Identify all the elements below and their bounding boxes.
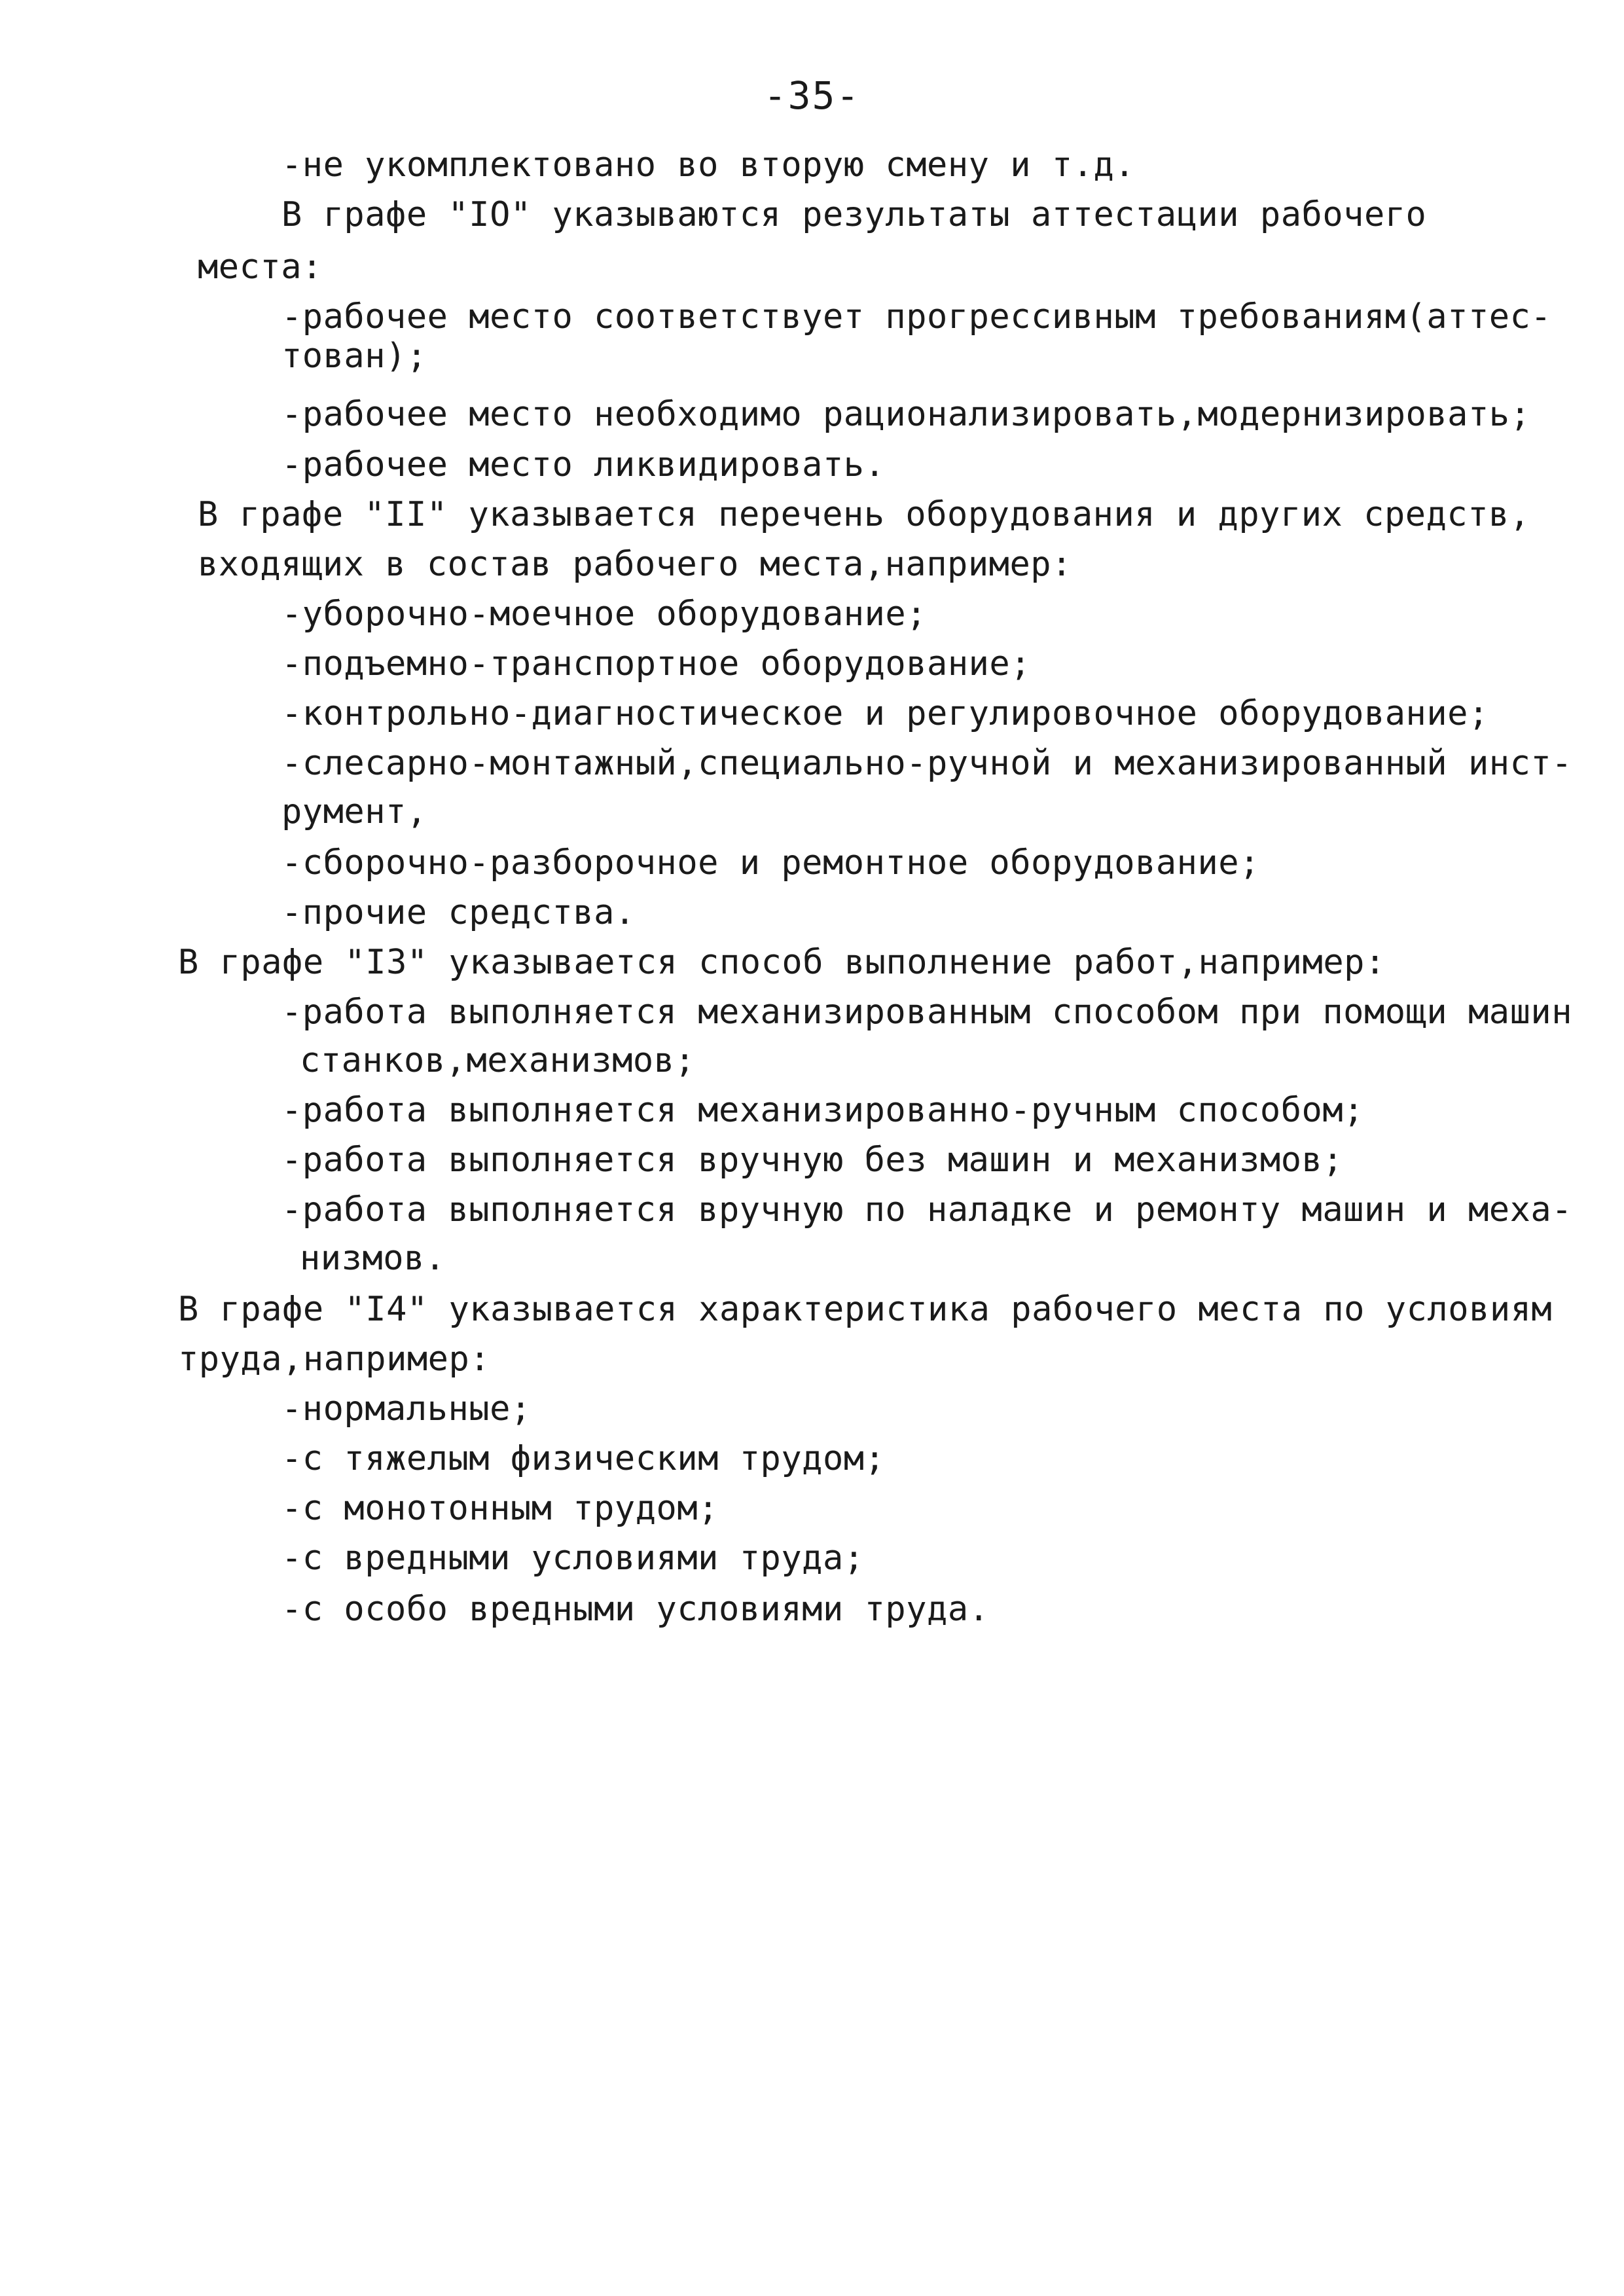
text-line: -работа выполняется механизированным способом при помощи машин: [281, 993, 1573, 1032]
text-line: -работа выполняется вручную по наладке и ремонту машин и меха-: [281, 1190, 1573, 1230]
text-line: -слесарно-монтажный,специально-ручной и механизированный инст-: [281, 744, 1573, 783]
text-line: входящих в состав рабочего места,например:: [198, 545, 1072, 584]
text-line: -сборочно-разборочное и ремонтное оборудование;: [281, 843, 1260, 883]
text-line: низмов.: [300, 1239, 446, 1278]
text-line: -с тяжелым физическим трудом;: [281, 1439, 886, 1478]
text-line: -прочие средства.: [281, 893, 636, 932]
page-number: -35-: [763, 73, 861, 118]
text-line: -с монотонным трудом;: [281, 1489, 719, 1528]
text-line: В графе "I4" указывается характеристика рабочего места по условиям: [178, 1290, 1553, 1329]
text-line: -работа выполняется механизированно-ручным способом;: [281, 1091, 1364, 1130]
text-line: -рабочее место соответствует прогрессивным требованиям(аттес-: [281, 297, 1552, 337]
text-line: -работа выполняется вручную без машин и механизмов;: [281, 1140, 1344, 1180]
text-line: места:: [198, 247, 323, 287]
text-line: В графе "II" указывается перечень оборудования и других средств,: [198, 495, 1530, 534]
text-line: -подъемно-транспортное оборудование;: [281, 644, 1032, 683]
text-line: -с особо вредными условиями труда.: [281, 1590, 990, 1629]
text-line: -рабочее место ликвидировать.: [281, 445, 886, 484]
text-line: румент,: [281, 792, 427, 831]
text-line: тован);: [281, 337, 427, 376]
text-line: -контрольно-диагностическое и регулировочное оборудование;: [281, 694, 1489, 733]
text-line: В графе "IO" указываются результаты аттестации рабочего: [281, 195, 1427, 234]
text-line: В графе "I3" указывается способ выполнение работ,например:: [178, 943, 1386, 982]
text-line: -с вредными условиями труда;: [281, 1539, 865, 1578]
text-line: -не укомплектовано во вторую смену и т.д.: [281, 145, 1136, 185]
text-line: станков,механизмов;: [300, 1041, 696, 1080]
text-line: -рабочее место необходимо рационализировать,модернизировать;: [281, 395, 1531, 434]
text-line: -нормальные;: [281, 1389, 532, 1429]
text-line: труда,например:: [178, 1339, 491, 1379]
text-line: -уборочно-моечное оборудование;: [281, 594, 928, 634]
